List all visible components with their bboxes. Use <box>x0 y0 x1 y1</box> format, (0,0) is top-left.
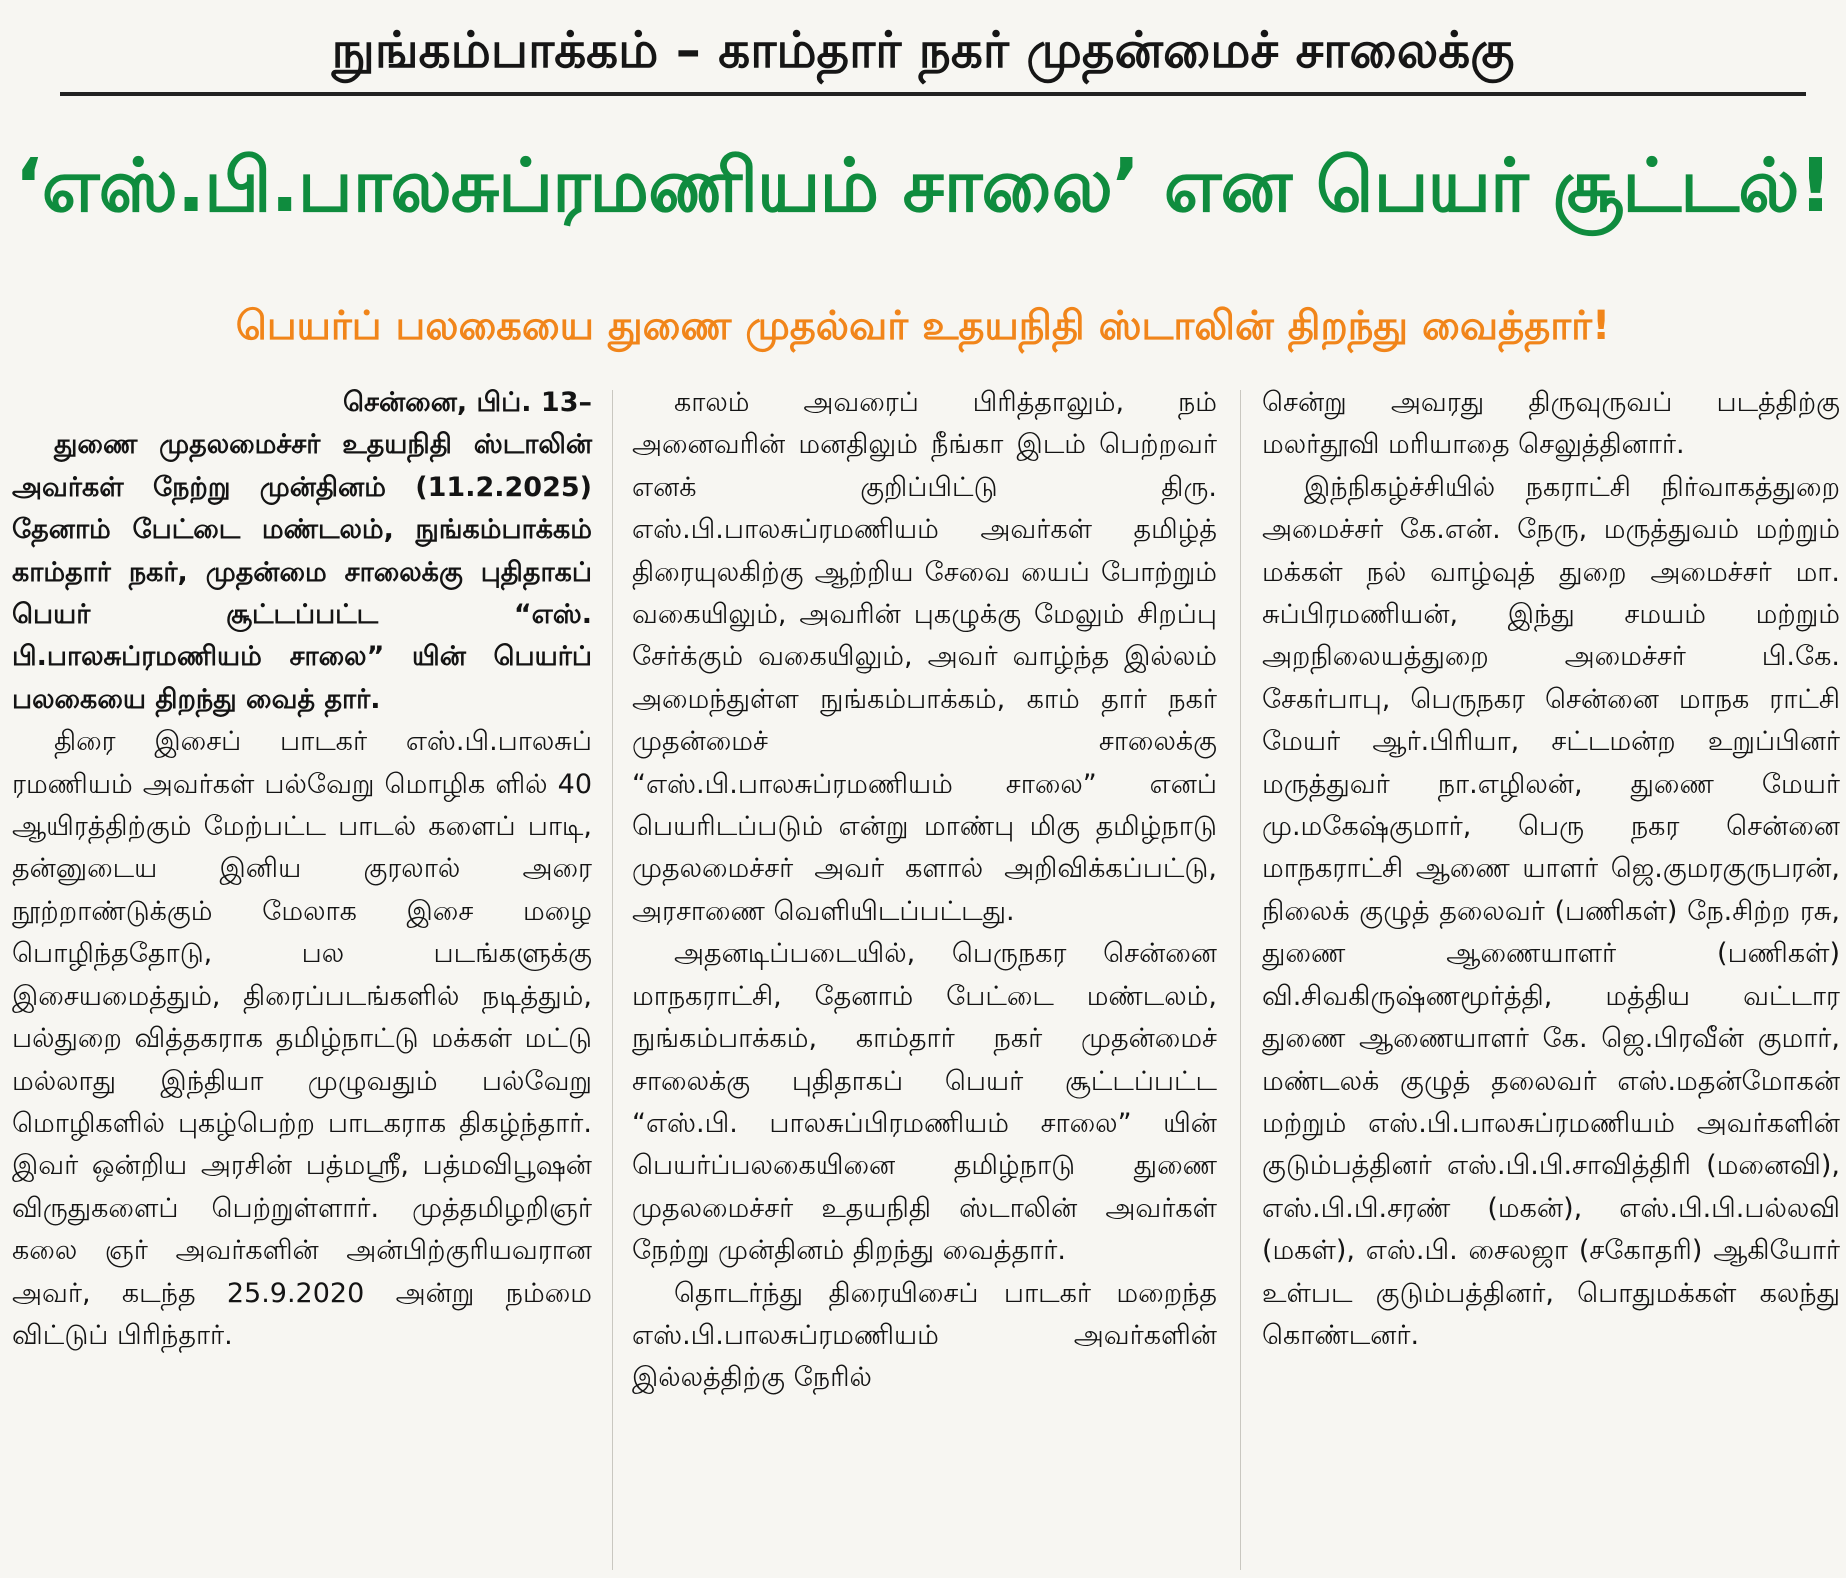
dateline: சென்னை, பிப். 13– <box>343 387 592 418</box>
sub-headline: பெயர்ப் பலகையை துணை முதல்வர் உதயநிதி ஸ்டாலின் திறந்து வைத்தார்! <box>235 303 1611 349</box>
article-column-2 <box>632 382 1217 1572</box>
body-paragraph: திரை இசைப் பாடகர் எஸ்.பி.பாலசுப் ரமணியம் அவர்கள் பல்வேறு மொழிக ளில் 40 ஆயிரத்திற்கும் மேற்பட்ட பாடல் களைப் பாடி, தன்னுடைய இனிய குரலால் அரை நூற்றாண்டுக்கும் மேலாக இசை மழை பொழிந்ததோடு, பல படங்களுக்கு இசையமைத்தும், திரைப்படங்களில் நடித்தும், பல்துறை வித்தகராக தமிழ்நாட்டு மக்கள் மட்டு மல்லாது இந்தியா முழுவதும் பல்வேறு மொழிகளில் புகழ்பெற்ற பாடகராக திகழ்ந்தார். இவர் ஒன்றிய அரசின் பத்மஸ்ரீ, பத்மவிபூஷன் விருதுகளைப் பெற்றுள்ளார். முத்தமிழறிஞர் கலை ஞர் அவர்களின் அன்பிற்குரியவரான அவர், கடந்த 25.9.2020 அன்று நம்மை விட்டுப் பிரிந்தார். <box>12 726 592 1351</box>
column-divider <box>612 390 613 1570</box>
column-divider <box>1240 390 1241 1570</box>
body-paragraph: அதனடிப்படையில், பெருநகர சென்னை மாநகராட்சி, தேனாம் பேட்டை மண்டலம், நுங்கம்பாக்கம், காம்தார் நகர் முதன்மைச் சாலைக்கு புதிதாகப் பெயர் சூட்டப்பட்ட “எஸ்.பி. பாலசுப்பிரமணியம் சாலை” யின் பெயர்ப்பலகையினை தமிழ்நாடு துணை முதலமைச்சர் உதயநிதி ஸ்டாலின் அவர்கள் நேற்று முன்தினம் திறந்து வைத்தார். <box>632 938 1217 1267</box>
article-column-3 <box>1262 382 1840 1572</box>
body-paragraph: காலம் அவரைப் பிரித்தாலும், நம் அனைவரின் மனதிலும் நீங்கா இடம் பெற்றவர் எனக் குறிப்பிட்டு திரு. எஸ்.பி.பாலசுப்ரமணியம் அவர்கள் தமிழ்த் திரையுலகிற்கு ஆற்றிய சேவை யைப் போற்றும் வகையிலும், அவரின் புகழுக்கு மேலும் சிறப்பு சேர்க்கும் வகையிலும், அவர் வாழ்ந்த இல்லம் அமைந்துள்ள நுங்கம்பாக்கம், காம் தார் நகர் முதன்மைச் சாலைக்கு “எஸ்.பி.பாலசுப்ரமணியம் சாலை” எனப் பெயரிடப்படும் என்று மாண்பு மிகு தமிழ்நாடு முதலமைச்சர் அவர் களால் அறிவிக்கப்பட்டு, அரசாணை வெளியிடப்பட்டது. <box>632 387 1217 927</box>
body-paragraph: சென்று அவரது திருவுருவப் படத்திற்கு மலர்தூவி மரியாதை செலுத்தினார். <box>1262 387 1840 461</box>
article-column-1 <box>12 382 592 1572</box>
kicker-underline <box>60 92 1806 96</box>
body-paragraph: இந்நிகழ்ச்சியில் நகராட்சி நிர்வாகத்துறை அமைச்சர் கே.என். நேரு, மருத்துவம் மற்றும் மக்கள் நல் வாழ்வுத் துறை அமைச்சர் மா. சுப்பிரமணியன், இந்து சமயம் மற்றும் அறநிலையத்துறை அமைச்சர் பி.கே. சேகர்பாபு, பெருநகர சென்னை மாநக ராட்சி மேயர் ஆர்.பிரியா, சட்டமன்ற உறுப்பினர் மருத்துவர் நா.எழிலன், துணை மேயர் மு.மகேஷ்குமார், பெரு நகர சென்னை மாநகராட்சி ஆணை யாளர் ஜெ.குமரகுருபரன், நிலைக் குழுத் தலைவர் (பணிகள்) நே.சிற்ற ரசு, துணை ஆணையாளர் (பணிகள்) வி.சிவகிருஷ்ணமூர்த்தி, மத்திய வட்டார துணை ஆணையாளர் கே. ஜெ.பிரவீன் குமார், மண்டலக் குழுத் தலைவர் எஸ்.மதன்மோகன் மற்றும் எஸ்.பி.பாலசுப்ரமணியம் அவர்களின் குடும்பத்தினர் எஸ்.பி.பி.சாவித்திரி (மனைவி), எஸ்.பி.பி.சரண் (மகன்), எஸ்.பி.பி.பல்லவி (மகள்), எஸ்.பி. சைலஜா (சகோதரி) ஆகியோர் உள்பட குடும்பத்தினர், பொதுமக்கள் கலந்து கொண்டனர். <box>1262 471 1840 1351</box>
main-headline: ‘எஸ்.பி.பாலசுப்ரமணியம் சாலை’ என பெயர் சூட்டல்! <box>14 143 1832 229</box>
lead-paragraph: துணை முதலமைச்சர் உதயநிதி ஸ்டாலின் அவர்கள் நேற்று முன்தினம் (11.2.2025) தேனாம் பேட்டை மண்டலம், நுங்கம்பாக்கம் காம்தார் நகர், முதன்மை சாலைக்கு புதிதாகப் பெயர் சூட்டப்பட்ட “எஸ். பி.பாலசுப்ரமணியம் சாலை” யின் பெயர்ப் பலகையை திறந்து வைத் தார். <box>12 429 592 715</box>
kicker-headline: நுங்கம்பாக்கம் – காம்தார் நகர் முதன்மைச் சாலைக்கு <box>331 21 1515 79</box>
body-paragraph: தொடர்ந்து திரையிசைப் பாடகர் மறைந்த எஸ்.பி.பாலசுப்ரமணியம் அவர்களின் இல்லத்திற்கு நேரில் <box>632 1277 1217 1394</box>
